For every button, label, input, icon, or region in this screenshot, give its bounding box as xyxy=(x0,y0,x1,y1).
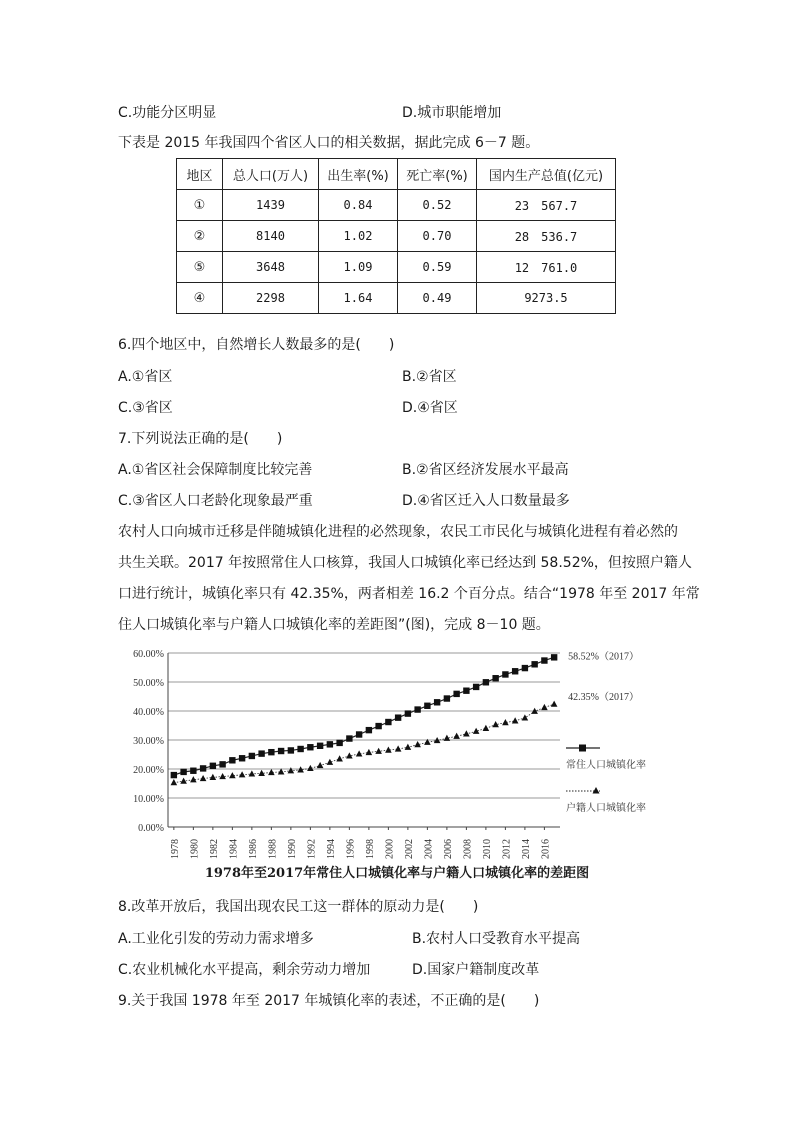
q8-option-d: D.国家户籍制度改革 xyxy=(412,962,540,978)
table-header-cell: 地区 xyxy=(177,159,223,190)
q7-option-c: C.③省区人口老龄化现象最严重 xyxy=(118,493,313,509)
data-point-resident xyxy=(453,691,459,697)
data-point-registered xyxy=(356,750,363,756)
y-tick-label: 10.00% xyxy=(133,794,164,805)
data-point-resident xyxy=(463,688,469,694)
data-point-resident xyxy=(297,746,303,752)
q7-option-b: B.②省区经济发展水平最高 xyxy=(402,462,569,478)
table-header-row xyxy=(177,159,616,190)
x-tick-label: 1978 xyxy=(169,839,181,859)
table-cell: 0.70 xyxy=(398,221,477,252)
data-point-resident xyxy=(180,769,186,775)
y-tick-label: 40.00% xyxy=(133,707,164,718)
data-point-resident xyxy=(278,748,284,754)
data-point-resident xyxy=(239,755,245,761)
table-cell: 23 567.7 xyxy=(477,190,616,221)
data-point-registered xyxy=(317,762,324,768)
q6-option-d: D.④省区 xyxy=(402,400,458,416)
table-cell: 9273.5 xyxy=(477,283,616,314)
table-header-cell: 出生率(%) xyxy=(319,159,398,190)
y-tick-label: 60.00% xyxy=(133,649,164,660)
q8-option-c: C.农业机械化水平提高，剩余劳动力增加 xyxy=(118,962,371,978)
x-tick-label: 1996 xyxy=(345,839,357,859)
data-point-registered xyxy=(307,765,314,771)
q8-stem: 8.改革开放后，我国出现农民工这一群体的原动力是( ) xyxy=(118,899,479,915)
data-point-resident xyxy=(551,654,557,660)
q7-option-a: A.①省区社会保障制度比较完善 xyxy=(118,462,313,478)
x-tick-label: 2002 xyxy=(403,839,415,859)
data-point-resident xyxy=(307,744,313,750)
x-tick-label: 2014 xyxy=(520,839,532,859)
q6-option-a: A.①省区 xyxy=(118,369,173,385)
table-row xyxy=(177,283,616,314)
table-cell: 1.02 xyxy=(319,221,398,252)
q5-option-c: C.功能分区明显 xyxy=(118,105,217,121)
passage-line-4: 住人口城镇化率与户籍人口城镇化率的差距图”(图)，完成 8－10 题。 xyxy=(118,617,550,633)
table-cell: 28 536.7 xyxy=(477,221,616,252)
data-point-resident xyxy=(473,684,479,690)
data-point-registered xyxy=(453,733,460,739)
data-point-resident xyxy=(366,727,372,733)
legend-label-resident: 常住人口城镇化率 xyxy=(566,760,646,771)
data-point-registered xyxy=(249,770,256,776)
data-point-registered xyxy=(502,719,509,725)
data-point-registered xyxy=(551,701,558,707)
passage-line-3: 口进行统计，城镇化率只有 42.35%，两者相差 16.2 个百分点。结合“1978 年至 2017 年常 xyxy=(118,586,700,602)
data-point-resident xyxy=(346,735,352,741)
data-point-resident xyxy=(502,671,508,677)
data-point-resident xyxy=(483,679,489,685)
legend-label-registered: 户籍人口城镇化率 xyxy=(566,803,646,814)
x-tick-label: 1986 xyxy=(247,839,259,859)
table-cell: 0.84 xyxy=(319,190,398,221)
x-tick-label: 1988 xyxy=(267,839,279,859)
x-tick-label: 2010 xyxy=(481,839,493,859)
data-point-resident xyxy=(288,747,294,753)
chart-title: 1978年至2017年常住人口城镇化率与户籍人口城镇化率的差距图 xyxy=(204,866,590,881)
data-point-resident xyxy=(541,657,547,663)
data-point-registered xyxy=(171,779,178,785)
urbanization-gap-chart xyxy=(118,643,678,861)
q8-option-b: B.农村人口受教育水平提高 xyxy=(412,931,581,947)
table-header-cell: 总人口(万人) xyxy=(223,159,319,190)
table-cell: ② xyxy=(177,221,223,252)
legend-marker-registered xyxy=(593,787,600,794)
data-point-registered xyxy=(395,745,402,751)
data-point-registered xyxy=(541,704,548,710)
data-point-registered xyxy=(512,717,519,723)
table-cell: ⑤ xyxy=(177,252,223,283)
data-point-resident xyxy=(531,661,537,667)
table-cell: 12 761.0 xyxy=(477,252,616,283)
x-tick-label: 2000 xyxy=(384,839,396,859)
data-point-registered xyxy=(463,730,470,736)
q9-stem: 9.关于我国 1978 年至 2017 年城镇化率的表述，不正确的是( ) xyxy=(118,993,540,1009)
x-tick-label: 1992 xyxy=(306,839,318,859)
data-point-resident xyxy=(385,719,391,725)
data-point-resident xyxy=(317,743,323,749)
series-line-registered xyxy=(174,704,554,782)
data-point-registered xyxy=(200,775,207,781)
passage-line-2: 共生关联。2017 年按照常住人口核算，我国人口城镇化率已经达到 58.52%，但按照户籍人 xyxy=(118,555,692,571)
table-row xyxy=(177,252,616,283)
data-point-resident xyxy=(356,731,362,737)
province-population-table xyxy=(176,158,616,314)
data-point-resident xyxy=(444,695,450,701)
data-point-resident xyxy=(190,768,196,774)
data-point-registered xyxy=(210,774,217,780)
data-point-resident xyxy=(210,763,216,769)
data-point-resident xyxy=(405,710,411,716)
data-point-resident xyxy=(219,761,225,767)
data-point-resident xyxy=(327,741,333,747)
data-point-resident xyxy=(336,740,342,746)
passage-line-1: 农村人口向城市迁移是伴随城镇化进程的必然现象，农民工市民化与城镇化进程有着必然的 xyxy=(118,524,678,540)
y-tick-label: 20.00% xyxy=(133,765,164,776)
table-cell: 0.49 xyxy=(398,283,477,314)
table-row xyxy=(177,190,616,221)
x-tick-label: 1990 xyxy=(286,839,298,859)
data-point-resident xyxy=(171,772,177,778)
q5-option-d: D.城市职能增加 xyxy=(402,105,502,121)
data-point-registered xyxy=(483,725,490,731)
table-cell: 1.64 xyxy=(319,283,398,314)
table-cell: 3648 xyxy=(223,252,319,283)
q7-stem: 7.下列说法正确的是( ) xyxy=(118,431,283,447)
annotation-registered: 42.35%（2017） xyxy=(568,692,639,704)
data-point-registered xyxy=(405,744,412,750)
data-point-resident xyxy=(258,750,264,756)
q7-option-d: D.④省区迁入人口数量最多 xyxy=(402,493,570,509)
x-tick-label: 2004 xyxy=(423,839,435,859)
q6-stem: 6.四个地区中，自然增长人数最多的是( ) xyxy=(118,337,395,353)
table-header-cell: 死亡率(%) xyxy=(398,159,477,190)
y-tick-label: 30.00% xyxy=(133,736,164,747)
x-tick-label: 2006 xyxy=(442,839,454,859)
y-tick-label: 0.00% xyxy=(138,823,164,834)
data-point-resident xyxy=(229,757,235,763)
table-header-cell: 国内生产总值(亿元) xyxy=(477,159,616,190)
x-tick-label: 2016 xyxy=(540,839,552,859)
table-cell: 8140 xyxy=(223,221,319,252)
data-point-resident xyxy=(375,723,381,729)
data-point-registered xyxy=(239,771,246,777)
table-row xyxy=(177,221,616,252)
data-point-resident xyxy=(434,699,440,705)
data-point-registered xyxy=(522,714,529,720)
data-point-resident xyxy=(522,665,528,671)
data-point-resident xyxy=(268,749,274,755)
data-point-registered xyxy=(336,755,343,761)
x-tick-label: 2008 xyxy=(462,839,474,859)
x-tick-label: 1994 xyxy=(325,839,337,859)
data-point-resident xyxy=(492,675,498,681)
table-cell: ① xyxy=(177,190,223,221)
table-cell: ④ xyxy=(177,283,223,314)
table-cell: 1439 xyxy=(223,190,319,221)
table-cell: 0.59 xyxy=(398,252,477,283)
table-cell: 2298 xyxy=(223,283,319,314)
q6-option-b: B.②省区 xyxy=(402,369,457,385)
data-point-resident xyxy=(424,703,430,709)
annotation-resident: 58.52%（2017） xyxy=(568,651,639,663)
data-point-resident xyxy=(414,706,420,712)
table-cell: 1.09 xyxy=(319,252,398,283)
x-tick-label: 1984 xyxy=(228,839,240,859)
table-intro: 下表是 2015 年我国四个省区人口的相关数据，据此完成 6－7 题。 xyxy=(118,135,540,151)
x-tick-label: 1982 xyxy=(208,839,220,859)
data-point-registered xyxy=(366,749,373,755)
data-point-resident xyxy=(395,714,401,720)
table-cell: 0.52 xyxy=(398,190,477,221)
q6-option-c: C.③省区 xyxy=(118,400,173,416)
data-point-resident xyxy=(249,753,255,759)
x-tick-label: 1980 xyxy=(189,839,201,859)
x-tick-label: 2012 xyxy=(501,839,513,859)
x-tick-label: 1998 xyxy=(364,839,376,859)
y-tick-label: 50.00% xyxy=(133,678,164,689)
data-point-resident xyxy=(512,668,518,674)
legend-marker-resident xyxy=(579,745,586,752)
q8-option-a: A.工业化引发的劳动力需求增多 xyxy=(118,931,314,947)
data-point-resident xyxy=(200,765,206,771)
